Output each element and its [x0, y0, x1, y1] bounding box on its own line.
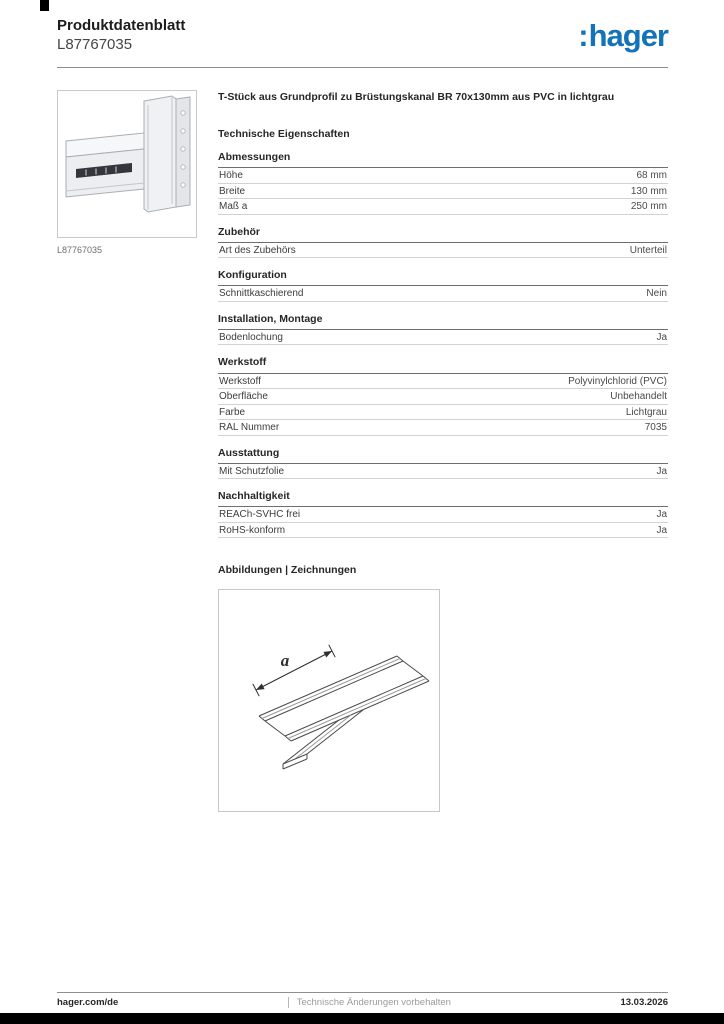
- spec-row: [218, 286, 668, 302]
- spec-label: Oberfläche: [219, 391, 268, 403]
- section-konfiguration: [218, 269, 668, 302]
- spec-row: [218, 507, 668, 523]
- section-title: Abmessungen: [218, 151, 668, 168]
- spec-row: [218, 523, 668, 539]
- spec-label: Breite: [219, 185, 246, 197]
- section-title: Nachhaltigkeit: [218, 490, 668, 507]
- spec-label: Farbe: [219, 406, 246, 418]
- spec-row: [218, 405, 668, 421]
- section-ausstattung: [218, 447, 668, 480]
- spec-row: [218, 464, 668, 480]
- spec-label: REACh-SVHC frei: [219, 509, 301, 521]
- spec-value: 250 mm: [630, 201, 667, 213]
- spec-value: Nein: [646, 288, 667, 300]
- spec-row: [218, 243, 668, 259]
- footer-divider: [288, 997, 289, 1008]
- spec-value: Ja: [656, 331, 667, 343]
- spec-row: [218, 389, 668, 405]
- footer-date: 13.03.2026: [620, 997, 668, 1008]
- spec-label: Maß a: [219, 201, 248, 213]
- spec-value: Ja: [656, 524, 667, 536]
- product-title: T-Stück aus Grundprofil zu Brüstungskanal BR 70x130mm aus PVC in lichtgrau: [218, 91, 615, 103]
- dimension-label: a: [280, 651, 290, 671]
- spec-label: Höhe: [219, 170, 243, 182]
- spec-label: Bodenlochung: [219, 331, 283, 343]
- tech-properties-heading: Technische Eigenschaften: [218, 128, 350, 141]
- spec-value: Ja: [656, 465, 667, 477]
- section-werkstoff: [218, 356, 668, 435]
- section-title: Konfiguration: [218, 269, 668, 286]
- bottom-black-bar: [0, 1013, 724, 1024]
- product-number: L87767035: [57, 35, 133, 53]
- section-title: Installation, Montage: [218, 313, 668, 330]
- spec-label: RoHS-konform: [219, 524, 286, 536]
- section-zubehoer: [218, 226, 668, 259]
- product-image-frame: [57, 90, 197, 238]
- section-installation-montage: [218, 313, 668, 346]
- technical-drawing: [219, 590, 439, 811]
- drawings-heading: Abbildungen | Zeichnungen: [218, 564, 357, 577]
- print-mark: [40, 0, 49, 11]
- spec-label: Werkstoff: [219, 375, 261, 387]
- spec-label: Schnittkaschierend: [219, 288, 304, 300]
- spec-row: [218, 184, 668, 200]
- header-divider: [57, 67, 668, 68]
- footer-note-group: [288, 997, 451, 1008]
- section-abmessungen: [218, 151, 668, 215]
- product-image-column: [57, 90, 197, 255]
- spec-row: [218, 199, 668, 215]
- footer-note: Technische Änderungen vorbehalten: [296, 997, 451, 1008]
- spec-value: Lichtgrau: [625, 406, 667, 418]
- spec-row: [218, 420, 668, 436]
- spec-value: Polyvinylchlorid (PVC): [568, 375, 667, 387]
- product-image-caption: L87767035: [57, 245, 103, 255]
- section-title: Ausstattung: [218, 447, 668, 464]
- document-header: [57, 17, 668, 55]
- spec-row: [218, 374, 668, 390]
- spec-value: Unterteil: [629, 244, 667, 256]
- spec-value: 130 mm: [630, 185, 667, 197]
- spec-value: Ja: [656, 509, 667, 521]
- hager-logo: [578, 20, 668, 51]
- technical-drawing-frame: [218, 589, 440, 812]
- spec-label: Mit Schutzfolie: [219, 465, 285, 477]
- spec-row: [218, 330, 668, 346]
- section-title: Zubehör: [218, 226, 668, 243]
- spec-row: [218, 168, 668, 184]
- spec-value: Unbehandelt: [610, 391, 667, 403]
- spec-label: RAL Nummer: [219, 422, 280, 434]
- product-image: [58, 91, 196, 237]
- section-nachhaltigkeit: [218, 490, 668, 538]
- section-title: Werkstoff: [218, 356, 668, 373]
- document-footer: [57, 992, 668, 1008]
- footer-site: hager.com/de: [57, 997, 119, 1008]
- spec-value: 68 mm: [636, 170, 667, 182]
- logo-colon-mark: :: [578, 18, 588, 53]
- specs-column: [218, 90, 668, 812]
- content-area: [57, 90, 668, 812]
- logo-wordmark: hager: [588, 18, 668, 53]
- document-title: Produktdatenblatt: [57, 17, 186, 34]
- spec-value: 7035: [644, 422, 667, 434]
- spec-label: Art des Zubehörs: [219, 244, 296, 256]
